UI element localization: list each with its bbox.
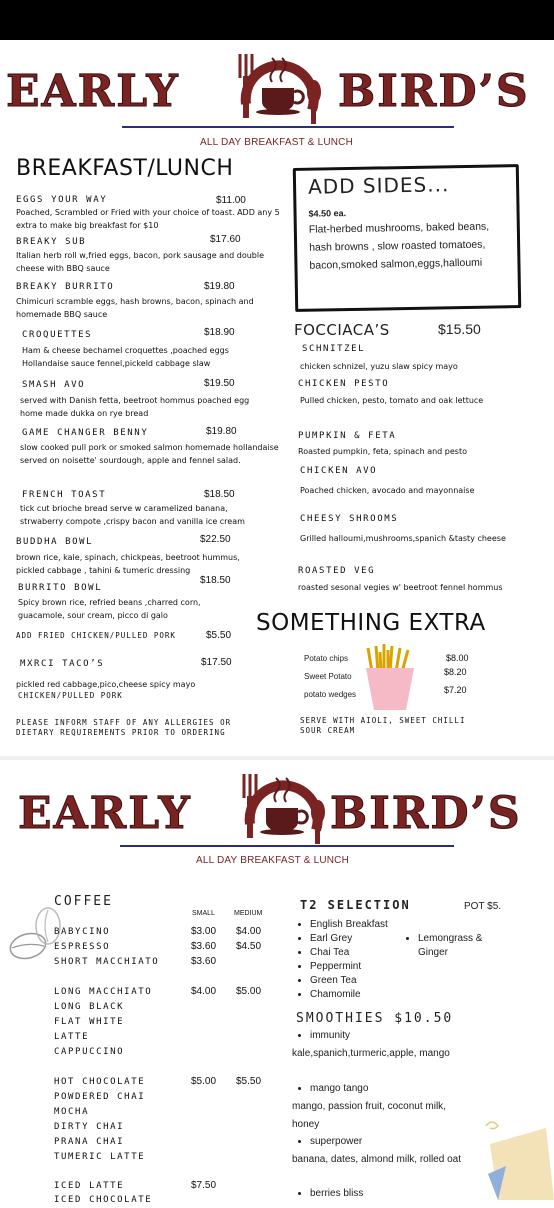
menu-item-name: FRENCH TOAST — [22, 490, 107, 500]
extra-item-name: Sweet Potato — [304, 672, 352, 681]
focaccia-item-name: CHEESY SHROOMS — [300, 514, 399, 524]
coffee-item-name: HOT CHOCOLATE — [54, 1077, 146, 1087]
coffee-item-name: ICED LATTE — [54, 1181, 125, 1191]
tea-list-right — [404, 932, 514, 960]
coffee-item-name: CAPPUCCINO — [54, 1047, 125, 1057]
extra-item-price: $8.00 — [446, 653, 469, 663]
coffee-price-medium: $4.50 — [236, 941, 262, 952]
menu-item-name: BREAKY BURRITO — [16, 282, 115, 292]
coffee-item-name: ICED CHOCOLATE — [54, 1195, 153, 1205]
menu-item-price: $17.60 — [210, 234, 241, 245]
focaccia-item-name: ROASTED VEG — [298, 566, 376, 576]
coffee-item-name: LONG BLACK — [54, 1002, 125, 1012]
coffee-price-small: $3.60 — [191, 956, 217, 967]
coffee-item-name: LATTE — [54, 1032, 90, 1042]
menu-item-desc: Poached, Scrambled or Fried with your choice of toast. ADD any 5 extra to make big breakfast for $10 — [16, 208, 280, 230]
menu-item-desc: brown rice, kale, spinach, chickpeas, beetroot hummus, pickled cabbage , tahini & tumeric dressing — [16, 553, 240, 575]
logo-right-word: BIRD’S — [338, 66, 530, 117]
header-subtitle: ALL DAY BREAKFAST & LUNCH — [196, 855, 350, 866]
extra-note: SERVE WITH AIOLI, SWEET CHILLI SOUR CREAM — [300, 716, 466, 735]
header-subtitle: ALL DAY BREAKFAST & LUNCH — [200, 137, 354, 148]
status-bar — [0, 0, 554, 40]
menu-item-name: BUDDHA BOWL — [16, 537, 94, 547]
coffee-title: COFFEE — [54, 894, 113, 909]
menu-item-desc: tick cut brioche bread serve w caramelized banana, strwaberry compote ,crispy bacon and vanilla ice cream — [20, 504, 245, 526]
tea-list-left — [296, 918, 388, 1002]
something-extra-title: SOMETHING EXTRA — [256, 610, 486, 636]
coffee-item-name: MOCHA — [54, 1107, 90, 1117]
focaccia-price: $15.50 — [438, 321, 481, 337]
menu-item-name: GAME CHANGER BENNY — [22, 428, 149, 438]
focaccia-item-name: SCHNITZEL — [302, 344, 366, 354]
logo-right-word: BIRD’S — [330, 788, 522, 839]
tea-item: • Lemongrass & Ginger — [418, 932, 514, 960]
menu-item-desc: Ham & cheese bechamel croquettes ,poached eggs Hollandaise sauce fennel,pickeld cabbage slaw — [22, 346, 229, 368]
coffee-item-name: PRANA CHAI — [54, 1137, 125, 1147]
smoothie-name — [296, 1135, 362, 1149]
add-sides-box — [293, 164, 521, 312]
menu-page-1 — [0, 40, 554, 760]
logo-left-word: EARLY — [6, 66, 180, 117]
coffee-price-small: $4.00 — [191, 986, 217, 997]
focaccia-item-desc: Grilled halloumi,mushrooms,spanich &tasty cheese — [300, 534, 506, 543]
coffee-item-name: SHORT MACCHIATO — [54, 957, 160, 967]
coffee-item-name: TUMERIC LATTE — [54, 1152, 146, 1162]
coffee-item-name: LONG MACCHIATO — [54, 987, 153, 997]
menu-item-price: $19.80 — [204, 281, 235, 292]
focaccia-item-desc: chicken schnizel, yuzu slaw spicy mayo — [300, 362, 458, 371]
drink-cup-icon — [476, 1114, 554, 1200]
logo-left-word: EARLY — [18, 788, 192, 839]
tea-title: T2 SELECTION — [300, 898, 411, 912]
breakfast-title: BREAKFAST/LUNCH — [16, 156, 234, 181]
extra-item-price: $8.20 — [444, 667, 467, 677]
smoothie-desc: mango, passion fruit, coconut milk, honey — [292, 1101, 446, 1130]
focaccia-item-name: CHICKEN AVO — [300, 466, 378, 476]
menu-item-desc: Spicy brown rice, refried beans ,charred corn, guacamole, sour cream, picco di galo — [18, 598, 201, 620]
menu-item-name: CROQUETTES — [22, 330, 93, 340]
allergy-note: PLEASE INFORM STAFF OF ANY ALLERGIES OR DIETARY REQUIREMENTS PRIOR TO ORDERING — [16, 718, 232, 737]
coffee-cup-logo-icon — [230, 764, 334, 848]
coffee-cup-logo-icon — [226, 44, 330, 128]
menu-item-price: $18.50 — [204, 489, 235, 500]
menu-item-price: $19.80 — [206, 426, 237, 437]
coffee-item-name: BABYCINO — [54, 927, 111, 937]
smoothie-name — [296, 1082, 368, 1096]
coffee-price-medium: $4.00 — [236, 926, 262, 937]
coffee-item-name: POWDERED CHAI — [54, 1092, 146, 1102]
add-sides-list: Flat-herbed mushrooms, baked beans, hash browns , slow roasted tomatoes, bacon,smoked salmon,eggs,halloumi — [308, 220, 490, 272]
focaccia-item-desc: Poached chicken, avocado and mayonnaise — [300, 486, 475, 495]
header-rule — [120, 845, 454, 847]
coffee-price-medium: $5.50 — [236, 1076, 262, 1087]
focaccia-title: FOCCIACA’S — [294, 321, 390, 339]
smoothie-name — [296, 1187, 363, 1201]
tea-item: • Chamomile — [310, 988, 388, 1002]
smoothie-name-text: • mango tango — [310, 1082, 368, 1096]
coffee-price-small: $5.00 — [191, 1076, 217, 1087]
header-rule — [122, 126, 454, 128]
addon-label: ADD FRIED CHICKEN/PULLED PORK — [16, 631, 176, 640]
menu-item-desc: Chimicuri scramble eggs, hash browns, bacon, spinach and homemade BBQ sauce — [16, 297, 254, 319]
focaccia-item-name: PUMPKIN & FETA — [298, 431, 397, 441]
menu-item-desc: served with Danish fetta, beetroot hommus poached egg home made dukka on rye bread — [20, 396, 250, 418]
menu-page-2 — [0, 760, 554, 1205]
menu-item-desc: pickled red cabbage,pico,cheese spicy mayo — [16, 680, 196, 689]
coffee-price-medium: $5.00 — [236, 986, 262, 997]
coffee-col-small: SMALL — [192, 910, 215, 917]
smoothie-name — [296, 1029, 350, 1043]
coffee-price-small: $3.00 — [191, 926, 217, 937]
addon-price: $5.50 — [206, 630, 232, 641]
extra-item-price: $7.20 — [444, 685, 467, 695]
smoothie-desc: banana, dates, almond milk, rolled oat — [292, 1154, 461, 1165]
menu-item-price: $11.00 — [216, 195, 246, 206]
coffee-price-small: $3.60 — [191, 941, 217, 952]
fries-icon — [362, 642, 418, 712]
extra-item-name: potato wedges — [304, 690, 357, 699]
menu-item-name: EGGS YOUR WAY — [16, 195, 108, 205]
menu-item-name: MXRCI TACO’S — [20, 659, 105, 669]
focaccia-item-name: CHICKEN PESTO — [298, 379, 390, 389]
menu-item-price: $17.50 — [201, 657, 232, 668]
smoothie-name-text: • berries bliss — [310, 1187, 363, 1201]
menu-item-price: $18.50 — [200, 575, 231, 586]
tea-item: • Green Tea — [310, 974, 388, 988]
menu-item-price: $18.90 — [204, 327, 235, 338]
tea-price: POT $5. — [464, 901, 502, 912]
coffee-item-name: ESPRESSO — [54, 942, 111, 952]
menu-item-name: BREAKY SUB — [16, 237, 87, 247]
tea-item: • Chai Tea — [310, 946, 388, 960]
coffee-price-small: $7.50 — [191, 1180, 217, 1191]
tea-item: • English Breakfast — [310, 918, 388, 932]
menu-item-name: SMASH AVO — [22, 380, 86, 390]
tea-item: • Earl Grey — [310, 932, 388, 946]
menu-item-desc: Italian herb roll w,fried eggs, bacon, pork sausage and double cheese with BBQ sauce — [16, 251, 265, 273]
add-sides-price: $4.50 ea. — [308, 208, 347, 219]
menu-item-price: $22.50 — [200, 534, 231, 545]
smoothie-name-text: • superpower — [310, 1135, 362, 1149]
smoothie-desc: kale,spanich,turmeric,apple, mango — [292, 1048, 450, 1059]
focaccia-item-desc: roasted sesonal vegies w' beetroot fennel hommus — [298, 583, 503, 592]
menu-item-desc: slow cooked pull pork or smoked salmon homemade hollandaise served on noisette' sourdough, apple and fennel salad. — [20, 443, 279, 465]
extra-item-name: Potato chips — [304, 654, 349, 663]
focaccia-item-desc: Pulled chicken, pesto, tomato and oak lettuce — [300, 396, 484, 405]
focaccia-item-desc: Roasted pumpkin, feta, spinach and pesto — [298, 447, 467, 456]
smoothies-title: SMOOTHIES $10.50 — [296, 1011, 454, 1026]
tea-item: • Peppermint — [310, 960, 388, 974]
coffee-col-medium: MEDIUM — [234, 910, 263, 917]
add-sides-title: ADD SIDES... — [307, 172, 450, 199]
smoothie-name-text: • immunity — [310, 1029, 350, 1043]
coffee-item-name: FLAT WHITE — [54, 1017, 125, 1027]
menu-item-price: $19.50 — [204, 378, 235, 389]
coffee-item-name: DIRTY CHAI — [54, 1122, 125, 1132]
menu-item-note: CHICKEN/PULLED PORK — [18, 691, 123, 700]
menu-item-name: BURRITO BOWL — [18, 583, 103, 593]
